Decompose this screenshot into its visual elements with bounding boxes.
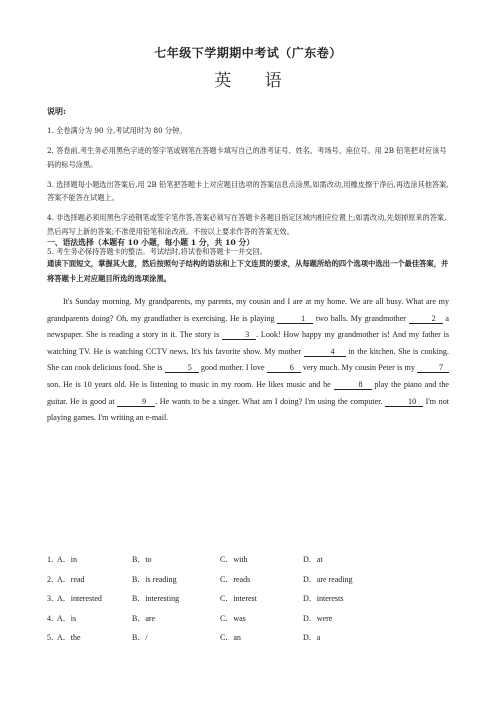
section-title: 一、语法选择（本题有 10 小题，每小题 1 分，共 10 分） [47, 238, 255, 247]
passage-text: It's Sunday morning. My grandparents, my parents, my cousin and I are at my home. We are all busy. What are my grandparents doing? Oh, my grandfather is exercising. He is playing [47, 297, 449, 323]
question-number: 5． [47, 633, 59, 642]
blank-8: 8 [334, 380, 372, 390]
option-c: C．was [220, 613, 246, 623]
option-b: B．/ [132, 633, 148, 642]
question-row [47, 554, 449, 574]
passage-text: good mother. I love [198, 363, 267, 373]
option-d: D．at [303, 555, 323, 564]
note-item: 5. 考生务必保持答题卡的整洁。考试结时,将试卷和答题卡一并交回。 [47, 246, 267, 256]
option-a: A．in [57, 555, 77, 564]
option-d: D．are reading [303, 574, 353, 584]
question-number: 2． [47, 574, 59, 584]
option-c: C．reads [220, 574, 251, 584]
blank-3: 3 [222, 330, 256, 340]
exam-title: 七年级下学期期中考试（广东卷） [154, 46, 342, 60]
option-c: C．an [220, 633, 241, 642]
passage-text: . Look! How happy my grandmother is! And my father is watching TV. He is watching CCTV news. It's his favorite show. My mother [47, 330, 450, 356]
blank-6: 6 [267, 363, 301, 373]
blank-2: 2 [409, 314, 443, 324]
notes-heading: 说明: [47, 106, 66, 116]
option-b: B．are [132, 613, 156, 623]
question-row [47, 613, 449, 633]
reading-passage [47, 294, 449, 427]
blank-10: 10 [385, 397, 423, 407]
option-c: C．interest [220, 594, 257, 603]
passage-text: . He wants to be a singer. What am I doing? I'm using the computer. [155, 396, 386, 406]
question-number: 1． [47, 555, 59, 564]
subject-title: 英 语 [214, 71, 296, 91]
option-a: A．the [57, 633, 81, 642]
note-item: 2. 答卷前,考生务必用黑色字迹的签字笔或钢笔在答题卡填写自己的准考证号、姓名、考场号、座位号。用 2B 铅笔把对应该号码的标号涂黑。 [47, 146, 447, 169]
passage-text: two balls. My grandmother [313, 313, 409, 323]
option-b: B．interesting [132, 594, 180, 603]
passage-text: I'm not playing games. I'm writing an e-mail. [47, 396, 450, 423]
question-number: 3． [47, 594, 59, 603]
question-options [47, 554, 449, 652]
blank-7: 7 [417, 363, 449, 373]
option-a: A．read [57, 574, 85, 584]
option-d: D．were [303, 613, 333, 623]
passage-text: in the kitchen. She is cooking. She can cook delicious food. She is [47, 346, 449, 373]
note-item: 3. 选择题每小题选出答案后,用 2B 铅笔把答题卡上对应题目选项的答案信息点涂黑,如需改动,用橡皮擦干净后,再选涂其他答案,答案不能答在试题上。 [47, 179, 449, 202]
passage-text: play the piano and the guitar. He is good at [47, 379, 450, 406]
blank-4: 4 [304, 347, 346, 357]
blank-9: 9 [117, 397, 155, 407]
passage-text: son. He is 10 years old. He is listening to music in my room. He likes music and he [47, 379, 334, 389]
section-instruction: 通读下面短文，掌握其大意，然后按照句子结构的语法和上下文连贯的要求，从每题所给的四个选项中选出一个最佳答案，并将答题卡上对应题目所选的选项涂黑。 [47, 259, 449, 283]
note-item: 1. 全卷满分为 90 分,考试用时为 80 分钟。 [47, 126, 187, 135]
blank-5: 5 [165, 363, 199, 373]
passage-text: a newspaper. She is reading a story in it. The story is [47, 313, 449, 340]
option-d: D．a [303, 633, 321, 642]
question-row [47, 632, 449, 652]
option-d: D．interests [303, 594, 344, 603]
question-row [47, 574, 449, 594]
option-a: A．is [57, 613, 77, 623]
option-b: B．to [132, 555, 152, 564]
option-b: B．is reading [132, 574, 177, 584]
option-c: C．with [220, 555, 248, 564]
question-row [47, 593, 449, 613]
blank-1: 1 [277, 314, 313, 324]
note-item: 4. 非选择题必须用黑色字迹钢笔或签字笔作答,答案必须写在答题卡各题目指定区域内相应位置上;如需改动,先划掉原来的答案,然后再写上新的答案;不准使用铅笔和涂改液。不按以上要求作答的答案无效。 [47, 213, 447, 236]
option-a: A．interested [57, 594, 102, 603]
passage-text: very much. My cousin Peter is my [300, 363, 418, 373]
question-number: 4． [47, 613, 59, 623]
